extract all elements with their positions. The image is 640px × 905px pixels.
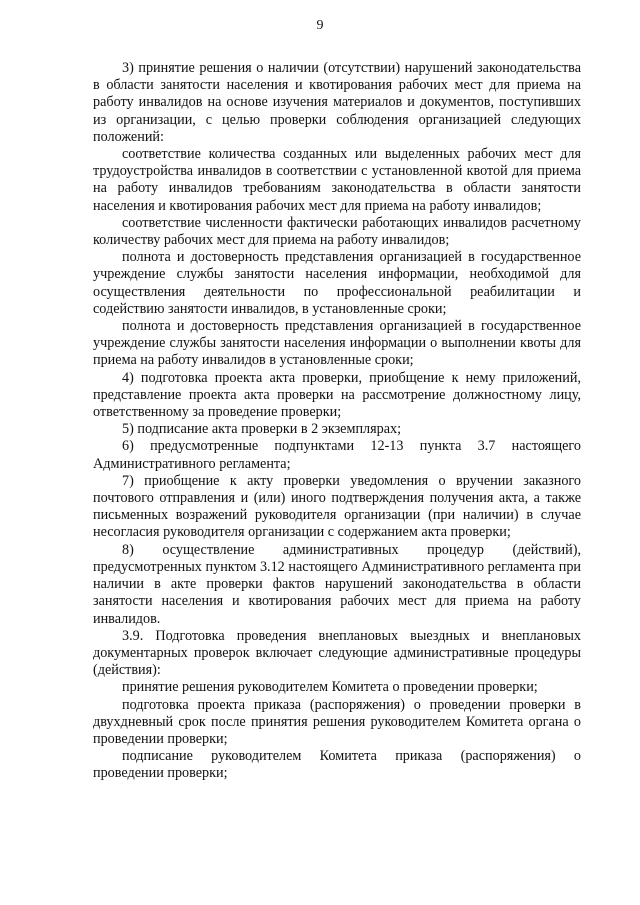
paragraph-information-completeness: полнота и достоверность представления организацией в государственное учреждение службы занятости населения информации, необходимой для осуществления деятельности по профессиональной реабилитации и содействию занятости инвалидов, в установленные сроки; bbox=[93, 249, 581, 317]
paragraph-quota-information: полнота и достоверность представления организацией в государственное учреждение службы занятости населения информации о выполнении квоты для приема на работу инвалидов в установленные сроки; bbox=[93, 318, 581, 369]
paragraph-item-8: 8) осуществление административных процедур (действий), предусмотренных пунктом 3.12 настоящего Административного регламента при наличии в акте проверки фактов нарушений законодательства в области занятости населения и квотирования рабочих мест для приема на работу инвалидов. bbox=[93, 541, 581, 627]
paragraph-decision: принятие решения руководителем Комитета о проведении проверки; bbox=[122, 679, 538, 696]
paragraph-item-7: 7) приобщение к акту проверки уведомления о вручении заказного почтового отправления и (или) иного подтверждения получения акта, а также письменных возражений руководителя организации (при наличии) в случае несогласия руководителя организации с содержанием акта проверки; bbox=[93, 472, 581, 541]
paragraph-order-draft: подготовка проекта приказа (распоряжения) о проведении проверки в двухдневный срок после принятия решения руководителем Комитета органа о проведении проверки; bbox=[93, 696, 581, 747]
paragraph-quota-compliance: соответствие количества созданных или выделенных рабочих мест для трудоустройства инвалидов в соответствии с установленной квотой для приема на работу инвалидов требованиям законодательства в области занятости населения и квотирования рабочих мест для приема на работу инвалидов; bbox=[93, 146, 581, 214]
paragraph-section-3-9: 3.9. Подготовка проведения внеплановых выездных и внеплановых документарных проверок включает следующие административные процедуры (действия): bbox=[93, 627, 581, 679]
page-number: 9 bbox=[316, 18, 324, 33]
paragraph-order-signing: подписание руководителем Комитета приказа (распоряжения) о проведении проверки; bbox=[93, 748, 581, 782]
document-body bbox=[93, 60, 581, 783]
paragraph-item-6: 6) предусмотренные подпунктами 12-13 пункта 3.7 настоящего Административного регламента; bbox=[93, 438, 581, 472]
paragraph-headcount-compliance: соответствие численности фактически работающих инвалидов расчетному количеству рабочих мест для приема на работу инвалидов; bbox=[93, 214, 581, 249]
paragraph-item-5: 5) подписание акта проверки в 2 экземплярах; bbox=[122, 421, 402, 438]
paragraph-item-4: 4) подготовка проекта акта проверки, приобщение к нему приложений, представление проекта акта проверки на рассмотрение должностному лицу, ответственному за проведение проверки; bbox=[93, 369, 581, 421]
paragraph-item-3: 3) принятие решения о наличии (отсутствии) нарушений законодательства в области занятости населения и квотирования рабочих мест для приема на работу инвалидов на основе изучения материалов и документов, поступивших из организации, с целью проверки соблюдения организацией следующих положений: bbox=[93, 60, 581, 145]
